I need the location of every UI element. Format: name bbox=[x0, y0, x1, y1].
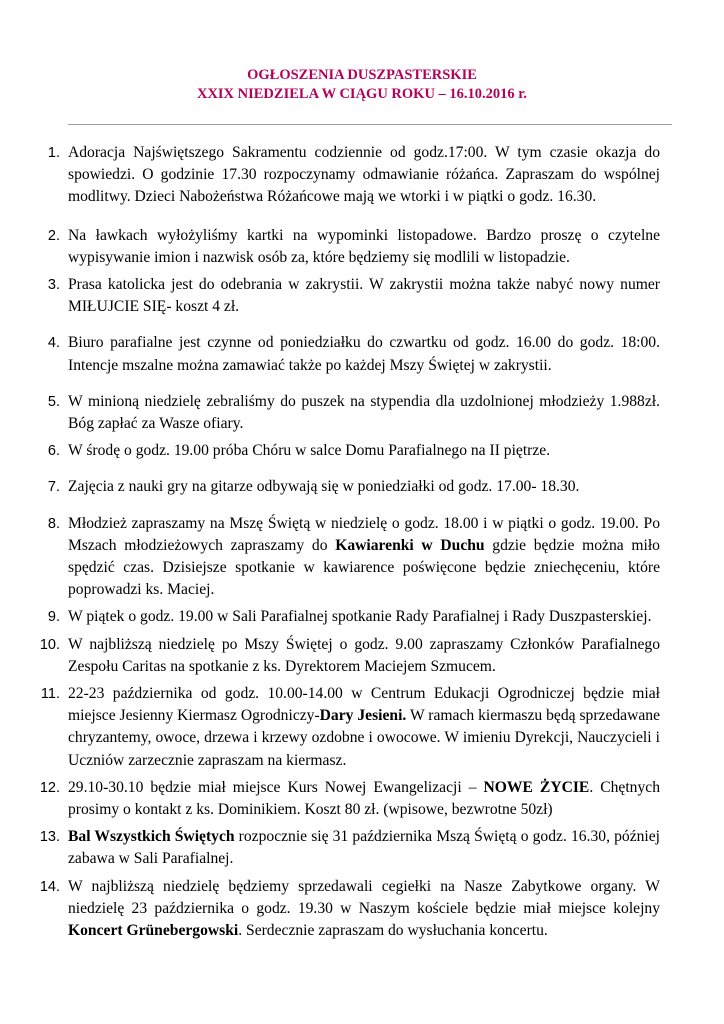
item-number: 2. bbox=[47, 227, 60, 244]
item-emphasis: NOWE ŻYCIE bbox=[483, 778, 590, 796]
item-text-part: rozpocznie się 31 października Mszą Świętą o godz. 16.30, później zabawa w Sali Parafialnej. bbox=[68, 828, 660, 868]
item-text-part: 22-23 października od godz. 10.00-14.00 w Centrum Edukacji Ogrodniczej będzie miał miejsce Jesienny Kiermasz Ogrodniczy- bbox=[68, 685, 660, 725]
list-item bbox=[30, 476, 660, 498]
item-text: W najbliższą niedzielę po Mszy Świętej o godz. 9.00 zapraszamy Członków Parafialnego Zespołu Caritas na spotkanie z ks. Dyrektorem Maciejem Szmucem. bbox=[68, 635, 660, 675]
item-text: W piątek o godz. 19.00 w Sali Parafialnej spotkanie Rady Parafialnej i Rady Duszpasterskiej. bbox=[68, 608, 652, 626]
item-number: 12. bbox=[39, 779, 60, 796]
item-text: Biuro parafialne jest czynne od poniedziałku do czwartku od godz. 16.00 do godz. 18:00. Intencje mszalne można zamawiać także po każdej Mszy Świętej w zakrystii. bbox=[68, 334, 660, 374]
list-item bbox=[30, 634, 660, 678]
list-item bbox=[30, 391, 660, 435]
item-emphasis: Koncert Grünebergowski bbox=[68, 922, 239, 940]
header-divider bbox=[68, 124, 672, 125]
item-text bbox=[68, 777, 660, 821]
list-item bbox=[30, 826, 660, 870]
item-number: 10. bbox=[39, 636, 60, 653]
list-item bbox=[30, 274, 660, 318]
item-number: 8. bbox=[47, 515, 60, 532]
item-text: Na ławkach wyłożyliśmy kartki na wypominki listopadowe. Bardzo proszę o czytelne wypisywanie imion i nazwisk osób za, które będziemy się modlili w listopadzie. bbox=[68, 226, 660, 266]
list-item bbox=[30, 225, 660, 269]
item-text: Adoracja Najświętszego Sakramentu codziennie od godz.17:00. W tym czasie okazja do spowiedzi. O godzinie 17.30 rozpoczynamy odmawianie różańca. Zapraszam do wspólnej modlitwy. Dzieci Nabożeństwa Różańcowe mają we wtorki i w piątki o godz. 16.30. bbox=[68, 144, 660, 206]
item-text: Prasa katolicka jest do odebrania w zakrystii. W zakrystii można także nabyć nowy numer MIŁUJCIE SIĘ- koszt 4 zł. bbox=[68, 276, 660, 316]
item-emphasis: Dary Jesieni. bbox=[319, 707, 407, 725]
item-number: 14. bbox=[39, 878, 60, 895]
item-number: 5. bbox=[47, 393, 60, 410]
header-title: OGŁOSZENIA DUSZPASTERSKIE bbox=[247, 67, 477, 83]
list-item bbox=[30, 777, 660, 821]
item-number: 6. bbox=[47, 443, 60, 460]
list-item bbox=[30, 513, 660, 602]
item-text-part: gdzie będzie można miło spędzić czas. Dzisiejsze spotkanie w kawiarence poświęcone będzie zniechęceniu, które poprowadzi ks. Maciej. bbox=[68, 536, 660, 599]
list-item bbox=[30, 440, 660, 462]
item-number: 4. bbox=[47, 335, 60, 352]
announcement-list bbox=[30, 142, 660, 950]
list-item bbox=[30, 683, 660, 772]
list-item bbox=[30, 606, 660, 628]
list-item bbox=[30, 142, 660, 209]
item-text bbox=[68, 513, 660, 602]
item-text-part: 29.10-30.10 będzie miał miejsce Kurs Nowej Ewangelizacji – bbox=[68, 778, 484, 796]
item-text-part: . Chętnych prosimy o kontakt z ks. Dominikiem. Koszt 80 zł. (wpisowe, bezwrotne 50zł) bbox=[68, 778, 660, 819]
item-text-part: W ramach kiermaszu będą sprzedawane chryzantemy, owoce, drzewa i krzewy ozdobne i owocowe. W imieniu Dyrekcji, Nauczycieli i Uczniów zarzecznie zapraszam na kiermasz. bbox=[68, 707, 660, 769]
item-text: W minioną niedzielę zebraliśmy do puszek na stypendia dla uzdolnionej młodzieży 1.988zł. Bóg zapłać za Wasze ofiary. bbox=[68, 392, 660, 433]
item-text: Zajęcia z nauki gry na gitarze odbywają się w poniedziałki od godz. 17.00- 18.30. bbox=[68, 478, 580, 496]
item-text-part: Młodzież zapraszamy na Mszę Świętą w niedzielę o godz. 18.00 i w piątki o godz. 19.00. Po Mszach młodzieżowych zapraszamy do bbox=[68, 514, 660, 554]
item-text: W środę o godz. 19.00 próba Chóru w salce Domu Parafialnego na II piętrze. bbox=[68, 442, 551, 460]
item-number: 7. bbox=[47, 479, 60, 496]
item-emphasis: Bal Wszystkich Świętych bbox=[68, 828, 235, 846]
list-item bbox=[30, 332, 660, 376]
item-number: 9. bbox=[47, 609, 60, 626]
item-number: 13. bbox=[39, 829, 60, 846]
list-item bbox=[30, 876, 660, 943]
item-emphasis: Kawiarenki w Duchu bbox=[335, 536, 485, 554]
header-subtitle: XXIX NIEDZIELA W CIĄGU ROKU – 16.10.2016 r. bbox=[196, 86, 528, 102]
item-text-part: W najbliższą niedzielę będziemy sprzedawali cegiełki na Nasze Zabytkowe organy. W niedzielę 23 października o godz. 19.30 w Naszym kościele będzie miał miejsce kolejny bbox=[68, 877, 660, 917]
item-number: 3. bbox=[47, 277, 60, 294]
item-text bbox=[68, 826, 660, 870]
item-text-part: . Serdecznie zapraszam do wysłuchania koncertu. bbox=[238, 922, 548, 940]
item-text bbox=[68, 876, 660, 943]
item-number: 1. bbox=[47, 145, 60, 161]
item-number: 11. bbox=[40, 686, 60, 703]
page-header bbox=[0, 66, 724, 104]
item-text bbox=[68, 683, 660, 772]
